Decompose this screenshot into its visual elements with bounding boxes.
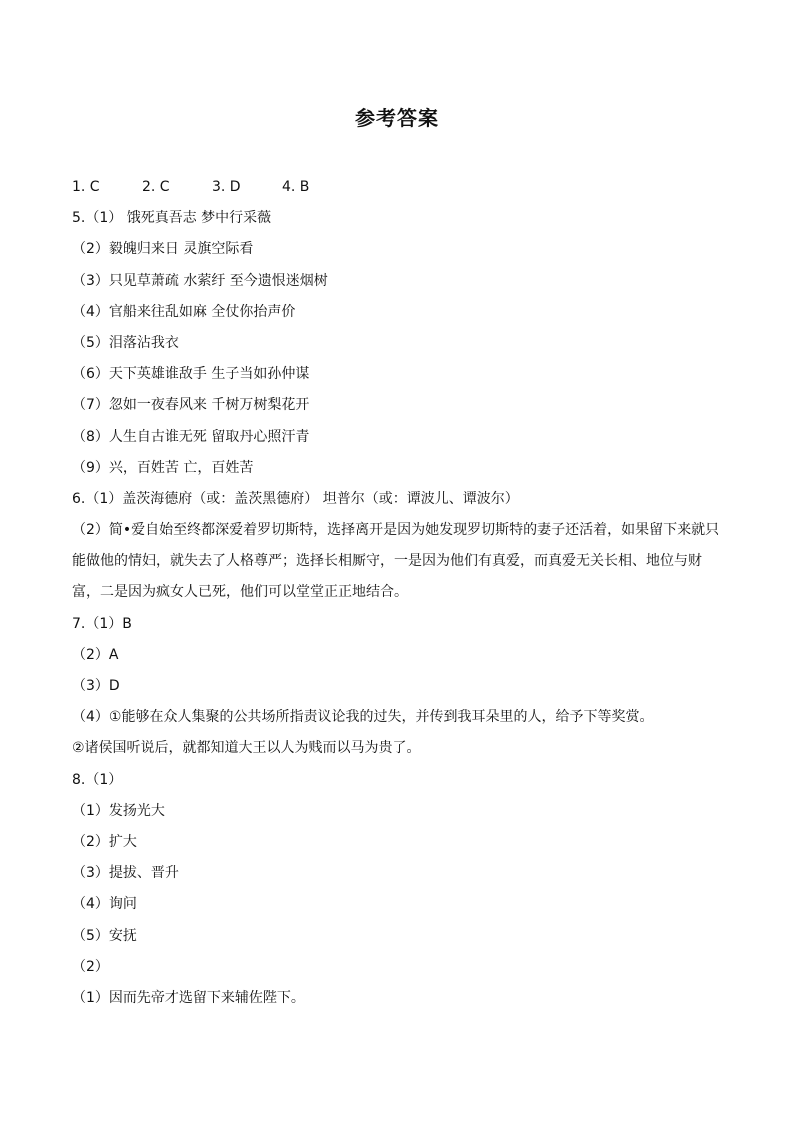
answer-line: （4）官船来往乱如麻 全仗你抬声价 <box>72 303 296 320</box>
mc-answer-2: 2. C <box>142 179 170 195</box>
answer-line: （7）忽如一夜春风来 千树万树梨花开 <box>72 397 310 414</box>
answer-line: （4）①能够在众人集聚的公共场所指责议论我的过失，并传到我耳朵里的人，给予下等奖赏。 <box>72 709 654 726</box>
mc-answers-line <box>72 172 724 203</box>
answer-line: （2）A <box>72 646 119 663</box>
answer-line: （5）泪落沾我衣 <box>72 334 179 351</box>
mc-answer-4: 4. B <box>282 179 310 195</box>
answer-body <box>72 172 724 1014</box>
answer-line: （2） <box>72 958 109 975</box>
answer-paragraph: （2）简•爱自始至终都深爱着罗切斯特，选择离开是因为她发现罗切斯特的妻子还活着，如果留下来就只能做他的情妇，就失去了人格尊严；选择长相厮守，一是因为他们有真爱，而真爱无关长相、地位与财富，二是因为疯女人已死，他们可以堂堂正正地结合。 <box>72 522 720 601</box>
answer-line: （2）扩大 <box>72 833 137 850</box>
answer-line: （4）询问 <box>72 896 137 913</box>
answer-line: （3）只见草萧疏 水萦纡 至今遗恨迷烟树 <box>72 272 328 289</box>
answer-line: ②诸侯国听说后，就都知道大王以人为贱而以马为贵了。 <box>72 740 421 757</box>
answer-line: （3）提拔、晋升 <box>72 865 179 882</box>
mc-answer-3: 3. D <box>212 179 241 195</box>
answer-line: 8.（1） <box>72 771 123 788</box>
answer-line: （2）毅魄归来日 灵旗空际看 <box>72 241 254 258</box>
answer-line: （1）因而先帝才选留下来辅佐陛下。 <box>72 989 305 1006</box>
answer-line: （9）兴，百姓苦 亡，百姓苦 <box>72 459 254 476</box>
answer-line: （6）天下英雄谁敌手 生子当如孙仲谋 <box>72 366 310 383</box>
answer-line: 7.（1）B <box>72 615 132 632</box>
answer-line: （8）人生自古谁无死 留取丹心照汗青 <box>72 428 310 445</box>
mc-answer-1: 1. C <box>72 179 100 195</box>
answer-line: 5.（1） 饿死真吾志 梦中行采薇 <box>72 210 272 227</box>
answer-line: 6.（1）盖茨海德府（或：盖茨黑德府） 坦普尔（或：谭波儿、谭波尔） <box>72 490 519 507</box>
answer-line: （3）D <box>72 678 120 695</box>
page-title: 参考答案 <box>355 106 439 130</box>
answer-line: （1）发扬光大 <box>72 802 165 819</box>
answer-line: （5）安抚 <box>72 927 137 944</box>
